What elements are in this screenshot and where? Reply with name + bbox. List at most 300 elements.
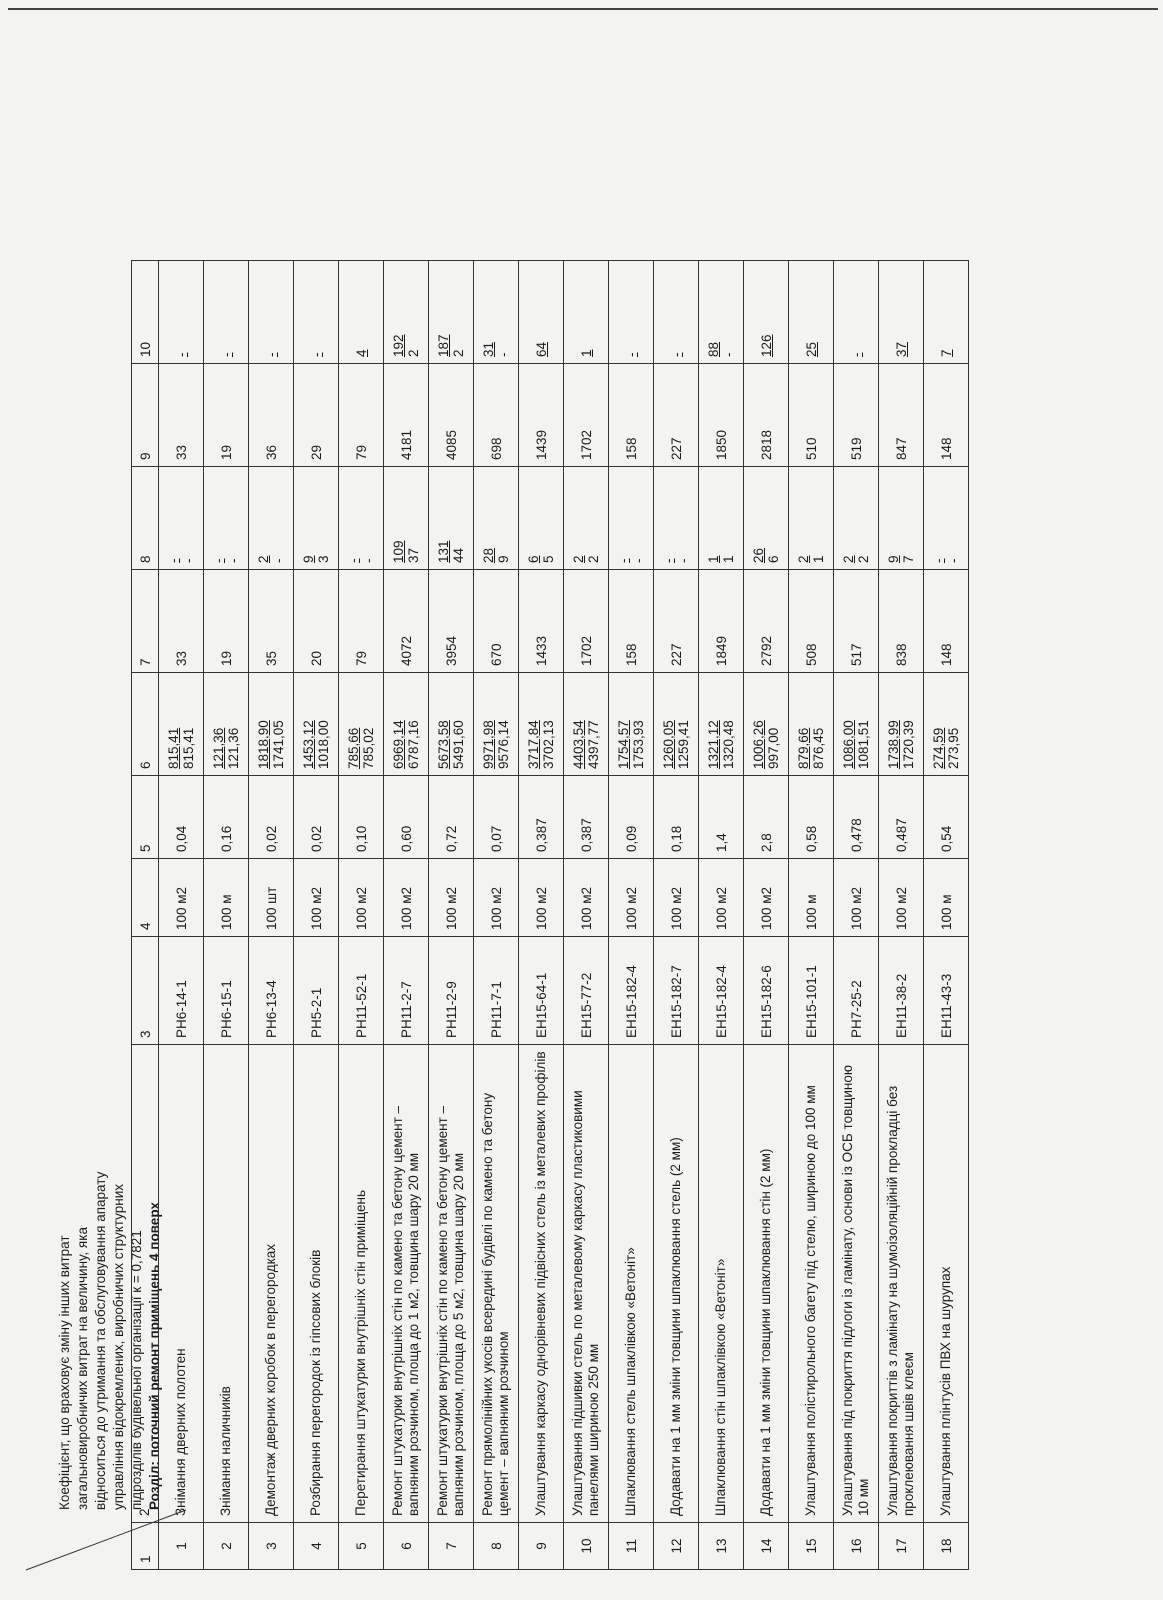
labor-cost xyxy=(789,261,834,364)
col-num: 2 xyxy=(132,1045,159,1523)
machines-cost-top: 2 xyxy=(796,555,811,563)
total-cost: 2792 xyxy=(744,570,789,673)
unit-price-bottom: 3702,13 xyxy=(541,720,556,769)
labor-cost xyxy=(204,261,249,364)
total-with-machines: 519 xyxy=(834,364,879,467)
labor-cost xyxy=(744,261,789,364)
row-number: 13 xyxy=(699,1523,744,1570)
machines-cost xyxy=(789,467,834,570)
quantity: 0,387 xyxy=(564,776,609,859)
unit-price-top: 1738,99 xyxy=(886,720,901,769)
machines-cost xyxy=(744,467,789,570)
row-number: 11 xyxy=(609,1523,654,1570)
table-row xyxy=(159,261,204,1570)
machines-cost-bottom: 1 xyxy=(721,555,736,563)
machines-cost-bottom: - xyxy=(271,558,286,563)
unit-price-bottom: 876,45 xyxy=(811,727,826,769)
total-cost: 1433 xyxy=(519,570,564,673)
machines-cost-bottom: - xyxy=(361,558,376,563)
total-with-machines: 510 xyxy=(789,364,834,467)
work-description: Улаштування плінтусів ПВХ на шурупах xyxy=(924,1045,969,1523)
unit: 100 м2 xyxy=(654,859,699,937)
labor-cost-top: 88 xyxy=(706,341,721,357)
unit-price-bottom: 1081,51 xyxy=(856,720,871,769)
col-num: 8 xyxy=(132,467,159,570)
unit-price-top: 3717,84 xyxy=(526,720,541,769)
unit-price-bottom: 1259,41 xyxy=(676,720,691,769)
unit-price-top: 1006,26 xyxy=(751,720,766,769)
total-with-machines: 148 xyxy=(924,364,969,467)
labor-cost xyxy=(834,261,879,364)
labor-cost-bottom: 2 xyxy=(406,349,421,357)
unit-price-top: 1260,05 xyxy=(661,720,676,769)
total-with-machines: 227 xyxy=(654,364,699,467)
machines-cost-top: - xyxy=(661,558,676,563)
labor-cost xyxy=(519,261,564,364)
machines-cost-bottom: - xyxy=(631,558,646,563)
machines-cost-top: - xyxy=(616,558,631,563)
labor-cost-top: 1 xyxy=(578,349,594,357)
machines-cost-bottom: 6 xyxy=(766,555,781,563)
norm-code: РН11-52-1 xyxy=(339,937,384,1045)
labor-cost xyxy=(159,261,204,364)
col-num: 6 xyxy=(132,673,159,776)
table-row xyxy=(879,261,924,1570)
total-with-machines: 4181 xyxy=(384,364,429,467)
work-description: Шпаклювання стін шпаклівкою «Ветоніт» xyxy=(699,1045,744,1523)
quantity: 0,02 xyxy=(249,776,294,859)
intro-line: відноситься до утримання та обслуговування апарату xyxy=(93,1171,108,1510)
norm-code: РН11-7-1 xyxy=(474,937,519,1045)
row-number: 9 xyxy=(519,1523,564,1570)
unit: 100 м2 xyxy=(294,859,339,937)
work-description: Додавати на 1 мм зміни товщини шпаклювання стін (2 мм) xyxy=(744,1045,789,1523)
norm-code: ЕН15-182-4 xyxy=(699,937,744,1045)
total-with-machines: 33 xyxy=(159,364,204,467)
labor-cost xyxy=(609,261,654,364)
unit-price-top: 1754,57 xyxy=(616,720,631,769)
quantity: 0,04 xyxy=(159,776,204,859)
unit-price-top: 1818,90 xyxy=(256,720,271,769)
machines-cost xyxy=(834,467,879,570)
unit-price-top: 879,66 xyxy=(796,727,811,769)
unit: 100 м2 xyxy=(609,859,654,937)
work-description: Демонтаж дверних коробок в перегородках xyxy=(249,1045,294,1523)
unit-price xyxy=(699,673,744,776)
unit: 100 м xyxy=(789,859,834,937)
table-row xyxy=(294,261,339,1570)
unit: 100 м2 xyxy=(159,859,204,937)
unit-price-bottom: 1018,00 xyxy=(316,720,331,769)
table-row xyxy=(249,261,294,1570)
unit-price xyxy=(654,673,699,776)
row-number: 12 xyxy=(654,1523,699,1570)
unit-price-top: 4403,54 xyxy=(571,720,586,769)
row-number: 1 xyxy=(159,1523,204,1570)
quantity: 1,4 xyxy=(699,776,744,859)
quantity: 0,54 xyxy=(924,776,969,859)
machines-cost-top: 109 xyxy=(391,540,406,563)
row-number: 4 xyxy=(294,1523,339,1570)
labor-cost-bottom: - xyxy=(721,352,736,357)
norm-code: ЕН15-182-6 xyxy=(744,937,789,1045)
table-row xyxy=(744,261,789,1570)
total-with-machines: 19 xyxy=(204,364,249,467)
machines-cost xyxy=(249,467,294,570)
row-number: 10 xyxy=(564,1523,609,1570)
norm-code: ЕН15-101-1 xyxy=(789,937,834,1045)
machines-cost-bottom: 5 xyxy=(541,555,556,563)
unit-price-top: 1321,12 xyxy=(706,720,721,769)
work-description: Ремонт штукатурки внутрішніх стін по камено та бетону цемент – вапняним розчином, площа до 1 м2, товщина шару 20 мм xyxy=(384,1045,429,1523)
unit-price-top: 815,41 xyxy=(166,727,181,769)
labor-cost-top: - xyxy=(848,352,864,357)
total-with-machines: 698 xyxy=(474,364,519,467)
machines-cost xyxy=(204,467,249,570)
total-cost: 838 xyxy=(879,570,924,673)
work-description: Улаштування підшивки стель по металевому каркасу пластиковими панелями шириною 250 мм xyxy=(564,1045,609,1523)
unit-price xyxy=(879,673,924,776)
row-number: 5 xyxy=(339,1523,384,1570)
norm-code: ЕН15-182-7 xyxy=(654,937,699,1045)
estimate-table-body xyxy=(132,261,969,1570)
machines-cost xyxy=(564,467,609,570)
section-title: Розділ: поточний ремонт приміщень 4 поверх xyxy=(147,1202,162,1510)
unit-price-top: 1453,12 xyxy=(301,720,316,769)
unit-price-top: 274,59 xyxy=(931,727,946,769)
quantity: 0,60 xyxy=(384,776,429,859)
unit: 100 м2 xyxy=(384,859,429,937)
labor-cost xyxy=(429,261,474,364)
total-cost: 20 xyxy=(294,570,339,673)
unit-price-bottom: 997,00 xyxy=(766,727,781,769)
table-row xyxy=(339,261,384,1570)
machines-cost xyxy=(609,467,654,570)
unit-price-top: 1086,00 xyxy=(841,720,856,769)
unit-price-bottom: 1753,93 xyxy=(631,720,646,769)
intro-line: загальновиробничих витрат на величину, яка xyxy=(75,1227,90,1510)
total-cost: 158 xyxy=(609,570,654,673)
unit: 100 м2 xyxy=(699,859,744,937)
unit-price-bottom: 1320,48 xyxy=(721,720,736,769)
table-row xyxy=(609,261,654,1570)
machines-cost xyxy=(384,467,429,570)
unit-price-top: 5673,58 xyxy=(436,720,451,769)
labor-cost xyxy=(564,261,609,364)
table-row xyxy=(519,261,564,1570)
unit: 100 м2 xyxy=(474,859,519,937)
row-number: 7 xyxy=(429,1523,474,1570)
quantity: 0,07 xyxy=(474,776,519,859)
total-cost: 4072 xyxy=(384,570,429,673)
total-cost: 3954 xyxy=(429,570,474,673)
total-cost: 35 xyxy=(249,570,294,673)
unit-price xyxy=(474,673,519,776)
unit: 100 м2 xyxy=(429,859,474,937)
quantity: 0,18 xyxy=(654,776,699,859)
unit-price xyxy=(519,673,564,776)
machines-cost-top: 2 xyxy=(841,555,856,563)
table-row xyxy=(924,261,969,1570)
unit-price xyxy=(609,673,654,776)
machines-cost-top: 6 xyxy=(526,555,541,563)
col-num: 4 xyxy=(132,859,159,937)
machines-cost-bottom: 44 xyxy=(451,547,466,563)
machines-cost-top: 28 xyxy=(481,547,496,563)
machines-cost-bottom: - xyxy=(181,558,196,563)
table-row xyxy=(204,261,249,1570)
labor-cost-top: 192 xyxy=(391,334,406,357)
labor-cost-top: - xyxy=(173,352,189,357)
work-description: Улаштування полістирольного багету під стелю, шириною до 100 мм xyxy=(789,1045,834,1523)
table-row xyxy=(564,261,609,1570)
norm-code: ЕН11-43-3 xyxy=(924,937,969,1045)
unit: 100 м2 xyxy=(519,859,564,937)
labor-cost-top: 4 xyxy=(353,349,369,357)
row-number: 3 xyxy=(249,1523,294,1570)
table-row xyxy=(429,261,474,1570)
top-border-line xyxy=(8,8,1158,10)
total-with-machines: 2818 xyxy=(744,364,789,467)
col-num: 5 xyxy=(132,776,159,859)
column-number-row xyxy=(132,261,159,1570)
total-with-machines: 1702 xyxy=(564,364,609,467)
work-description: Улаштування покриттів з ламінату на шумоізоляційній прокладці без проклеювання швів клеєм xyxy=(879,1045,924,1523)
total-cost: 227 xyxy=(654,570,699,673)
machines-cost-top: - xyxy=(346,558,361,563)
col-num: 9 xyxy=(132,364,159,467)
total-cost: 19 xyxy=(204,570,249,673)
quantity: 0,58 xyxy=(789,776,834,859)
row-number: 17 xyxy=(879,1523,924,1570)
labor-cost-top: 187 xyxy=(436,334,451,357)
work-description: Улаштування каркасу однорівневих підвісних стель із металевих профілів xyxy=(519,1045,564,1523)
unit-price xyxy=(294,673,339,776)
unit-price-bottom: 5491,60 xyxy=(451,720,466,769)
quantity: 0,02 xyxy=(294,776,339,859)
machines-cost xyxy=(879,467,924,570)
total-with-machines: 29 xyxy=(294,364,339,467)
rotated-document xyxy=(16,20,1146,1580)
total-with-machines: 36 xyxy=(249,364,294,467)
unit: 100 м2 xyxy=(564,859,609,937)
col-num: 1 xyxy=(132,1523,159,1570)
intro-line: підрозділів будівельної організації к = 0,7821 xyxy=(129,1230,144,1510)
unit-price-bottom: 785,02 xyxy=(361,727,376,769)
norm-code: ЕН15-182-4 xyxy=(609,937,654,1045)
quantity: 0,16 xyxy=(204,776,249,859)
unit-price xyxy=(564,673,609,776)
total-with-machines: 847 xyxy=(879,364,924,467)
table-row xyxy=(384,261,429,1570)
unit-price-bottom: 1741,05 xyxy=(271,720,286,769)
unit-price-bottom: 9576,14 xyxy=(496,720,511,769)
norm-code: ЕН15-64-1 xyxy=(519,937,564,1045)
col-num: 3 xyxy=(132,937,159,1045)
labor-cost xyxy=(384,261,429,364)
labor-cost-bottom: - xyxy=(496,352,511,357)
unit: 100 м2 xyxy=(879,859,924,937)
machines-cost xyxy=(519,467,564,570)
unit-price-bottom: 6787,16 xyxy=(406,720,421,769)
row-number: 14 xyxy=(744,1523,789,1570)
labor-cost-bottom: 2 xyxy=(451,349,466,357)
quantity: 0,478 xyxy=(834,776,879,859)
total-cost: 1849 xyxy=(699,570,744,673)
machines-cost-top: - xyxy=(211,558,226,563)
machines-cost-bottom: 2 xyxy=(856,555,871,563)
total-with-machines: 4085 xyxy=(429,364,474,467)
intro-line: управління відокремлених, виробничих структурних xyxy=(111,1184,126,1510)
work-description: Додавати на 1 мм зміни товщини шпаклювання стель (2 мм) xyxy=(654,1045,699,1523)
labor-cost xyxy=(339,261,384,364)
work-description: Перетирання штукатурки внутрішніх стін приміщень xyxy=(339,1045,384,1523)
labor-cost-top: - xyxy=(623,352,639,357)
table-row xyxy=(474,261,519,1570)
intro-line: Коефіцієнт, що враховує зміну інших витрат xyxy=(57,1235,72,1510)
machines-cost xyxy=(924,467,969,570)
row-number: 15 xyxy=(789,1523,834,1570)
row-number: 16 xyxy=(834,1523,879,1570)
unit-price xyxy=(834,673,879,776)
norm-code: РН6-13-4 xyxy=(249,937,294,1045)
row-number: 8 xyxy=(474,1523,519,1570)
machines-cost-top: 2 xyxy=(256,555,271,563)
quantity: 0,72 xyxy=(429,776,474,859)
machines-cost-top: - xyxy=(166,558,181,563)
unit-price xyxy=(339,673,384,776)
machines-cost xyxy=(699,467,744,570)
norm-code: РН6-14-1 xyxy=(159,937,204,1045)
unit-price-bottom: 815,41 xyxy=(181,727,196,769)
unit: 100 м xyxy=(924,859,969,937)
col-num: 7 xyxy=(132,570,159,673)
unit-price-top: 121,36 xyxy=(211,727,226,769)
labor-cost-top: 25 xyxy=(803,341,819,357)
work-description: Знімання наличників xyxy=(204,1045,249,1523)
table-row xyxy=(654,261,699,1570)
unit-price xyxy=(429,673,474,776)
machines-cost-top: 2 xyxy=(571,555,586,563)
total-cost: 517 xyxy=(834,570,879,673)
work-description: Шпаклювання стель шпаклівкою «Ветоніт» xyxy=(609,1045,654,1523)
work-description: Знімання дверних полотен xyxy=(159,1045,204,1523)
machines-cost-bottom: - xyxy=(946,558,961,563)
labor-cost xyxy=(879,261,924,364)
total-cost: 33 xyxy=(159,570,204,673)
estimate-table xyxy=(131,260,969,1570)
labor-cost-top: - xyxy=(668,352,684,357)
total-cost: 670 xyxy=(474,570,519,673)
labor-cost-top: 126 xyxy=(758,334,774,357)
machines-cost-top: 26 xyxy=(751,547,766,563)
labor-cost xyxy=(474,261,519,364)
row-number: 2 xyxy=(204,1523,249,1570)
quantity: 2,8 xyxy=(744,776,789,859)
labor-cost xyxy=(699,261,744,364)
labor-cost xyxy=(654,261,699,364)
labor-cost-top: - xyxy=(218,352,234,357)
unit-price xyxy=(204,673,249,776)
unit: 100 м2 xyxy=(339,859,384,937)
norm-code: РН7-25-2 xyxy=(834,937,879,1045)
table-row xyxy=(789,261,834,1570)
total-cost: 148 xyxy=(924,570,969,673)
machines-cost-bottom: - xyxy=(676,558,691,563)
labor-cost xyxy=(924,261,969,364)
labor-cost xyxy=(249,261,294,364)
machines-cost xyxy=(294,467,339,570)
machines-cost xyxy=(474,467,519,570)
norm-code: ЕН11-38-2 xyxy=(879,937,924,1045)
total-cost: 1702 xyxy=(564,570,609,673)
machines-cost-top: 131 xyxy=(436,540,451,563)
labor-cost-top: - xyxy=(263,352,279,357)
unit-price xyxy=(789,673,834,776)
machines-cost-bottom: 1 xyxy=(811,555,826,563)
work-description: Ремонт прямолінійних укосів всередині будівлі по камено та бетону цемент – вапняним розчином xyxy=(474,1045,519,1523)
quantity: 0,10 xyxy=(339,776,384,859)
total-with-machines: 1850 xyxy=(699,364,744,467)
unit-price xyxy=(159,673,204,776)
unit: 100 м xyxy=(204,859,249,937)
total-cost: 79 xyxy=(339,570,384,673)
machines-cost xyxy=(159,467,204,570)
machines-cost xyxy=(654,467,699,570)
unit-price xyxy=(744,673,789,776)
labor-cost xyxy=(294,261,339,364)
unit-price-bottom: 1720,39 xyxy=(901,720,916,769)
machines-cost-bottom: - xyxy=(226,558,241,563)
machines-cost-top: 9 xyxy=(301,555,316,563)
unit-price-top: 9971,98 xyxy=(481,720,496,769)
unit-price-bottom: 273,95 xyxy=(946,727,961,769)
machines-cost-top: 1 xyxy=(706,555,721,563)
total-with-machines: 158 xyxy=(609,364,654,467)
unit-price xyxy=(924,673,969,776)
table-row xyxy=(699,261,744,1570)
unit: 100 м2 xyxy=(834,859,879,937)
quantity: 0,09 xyxy=(609,776,654,859)
machines-cost-top: 9 xyxy=(886,555,901,563)
norm-code: РН5-2-1 xyxy=(294,937,339,1045)
unit-price xyxy=(249,673,294,776)
machines-cost xyxy=(339,467,384,570)
unit-price-top: 785,66 xyxy=(346,727,361,769)
labor-cost-top: 37 xyxy=(893,341,909,357)
unit-price-top: 6969,14 xyxy=(391,720,406,769)
unit-price xyxy=(384,673,429,776)
total-with-machines: 1439 xyxy=(519,364,564,467)
unit: 100 шт xyxy=(249,859,294,937)
machines-cost-bottom: 9 xyxy=(496,555,511,563)
norm-code: РН11-2-9 xyxy=(429,937,474,1045)
unit-price-bottom: 4397,77 xyxy=(586,720,601,769)
col-num: 10 xyxy=(132,261,159,364)
machines-cost-bottom: 3 xyxy=(316,555,331,563)
row-number: 18 xyxy=(924,1523,969,1570)
labor-cost-top: 64 xyxy=(533,341,549,357)
unit-price-bottom: 121,36 xyxy=(226,727,241,769)
quantity: 0,487 xyxy=(879,776,924,859)
work-description: Улаштування під покриття підлоги із ламінату, основи із ОСБ товщиною 10 мм xyxy=(834,1045,879,1523)
quantity: 0,387 xyxy=(519,776,564,859)
machines-cost-bottom: 2 xyxy=(586,555,601,563)
row-number: 6 xyxy=(384,1523,429,1570)
labor-cost-top: 31 xyxy=(481,341,496,357)
machines-cost-bottom: 37 xyxy=(406,547,421,563)
machines-cost-bottom: 7 xyxy=(901,555,916,563)
